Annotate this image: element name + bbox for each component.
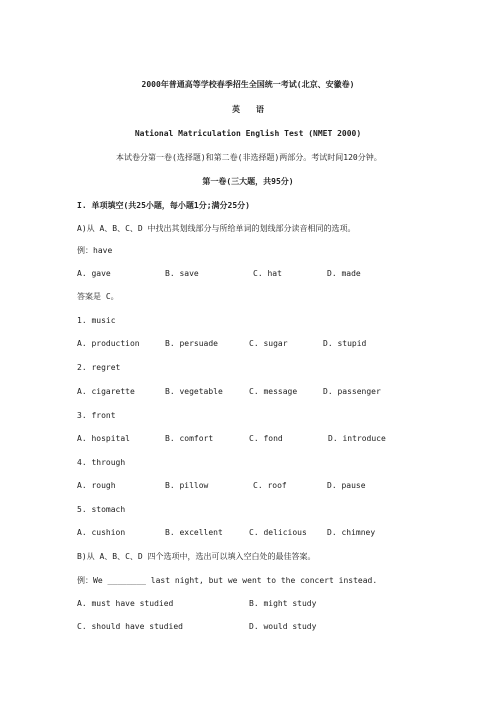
option: C. hat <box>253 269 282 278</box>
part-b-example: 例：We ________ last night, but we went to the concert instead. <box>77 576 378 585</box>
option: D. chimney <box>327 528 376 537</box>
option: C. message <box>249 387 298 396</box>
option: B. persuade <box>165 339 218 348</box>
option: B. save <box>165 269 199 278</box>
option: A. gave <box>77 269 111 278</box>
option: B. vegetable <box>165 387 223 396</box>
part-a-instruction: A)从 A、B、C、D 中找出其划线部分与所给单词的划线部分读音相同的选项。 <box>77 224 356 233</box>
option: C. roof <box>253 481 287 490</box>
option: D. passenger <box>323 387 381 396</box>
option: A. must have studied <box>77 599 174 608</box>
question-word: 3. front <box>77 411 116 420</box>
option: C. delicious <box>249 528 307 537</box>
option: B. comfort <box>165 434 214 443</box>
option: C. fond <box>249 434 283 443</box>
option: B. pillow <box>165 481 209 490</box>
question-word: 1. music <box>77 316 116 325</box>
exam-title: 2000年普通高等学校春季招生全国统一考试(北京、安徽卷) <box>141 80 355 89</box>
subject-title: 英 语 <box>232 105 264 114</box>
option: A. hospital <box>77 434 130 443</box>
option: D. would study <box>249 622 317 631</box>
option: D. made <box>327 269 361 278</box>
option: C. should have studied <box>77 622 183 631</box>
example-label: 例：have <box>77 246 113 255</box>
option: B. might study <box>249 599 317 608</box>
section-title: I. 单项填空(共25小题，每小题1分;满分25分) <box>77 201 250 210</box>
option: A. cigarette <box>77 387 135 396</box>
option: B. excellent <box>165 528 223 537</box>
question-word: 5. stomach <box>77 505 126 514</box>
intro-text: 本试卷分第一卷(选择题)和第二卷(非选择题)两部分。考试时间120分钟。 <box>116 153 382 162</box>
english-subtitle: National Matriculation English Test (NMET 2000) <box>134 129 362 138</box>
part-b-instruction: B)从 A、B、C、D 四个选项中，选出可以填入空白处的最佳答案。 <box>77 552 316 561</box>
option: A. rough <box>77 481 116 490</box>
example-answer: 答案是 C。 <box>77 292 119 301</box>
question-word: 2. regret <box>77 363 121 372</box>
option: D. stupid <box>323 339 367 348</box>
option: A. cushion <box>77 528 126 537</box>
question-word: 4. through <box>77 458 126 467</box>
option: A. production <box>77 339 140 348</box>
option: D. introduce <box>328 434 386 443</box>
option: D. pause <box>327 481 366 490</box>
volume-title: 第一卷(三大题，共95分) <box>202 177 294 186</box>
option: C. sugar <box>249 339 288 348</box>
